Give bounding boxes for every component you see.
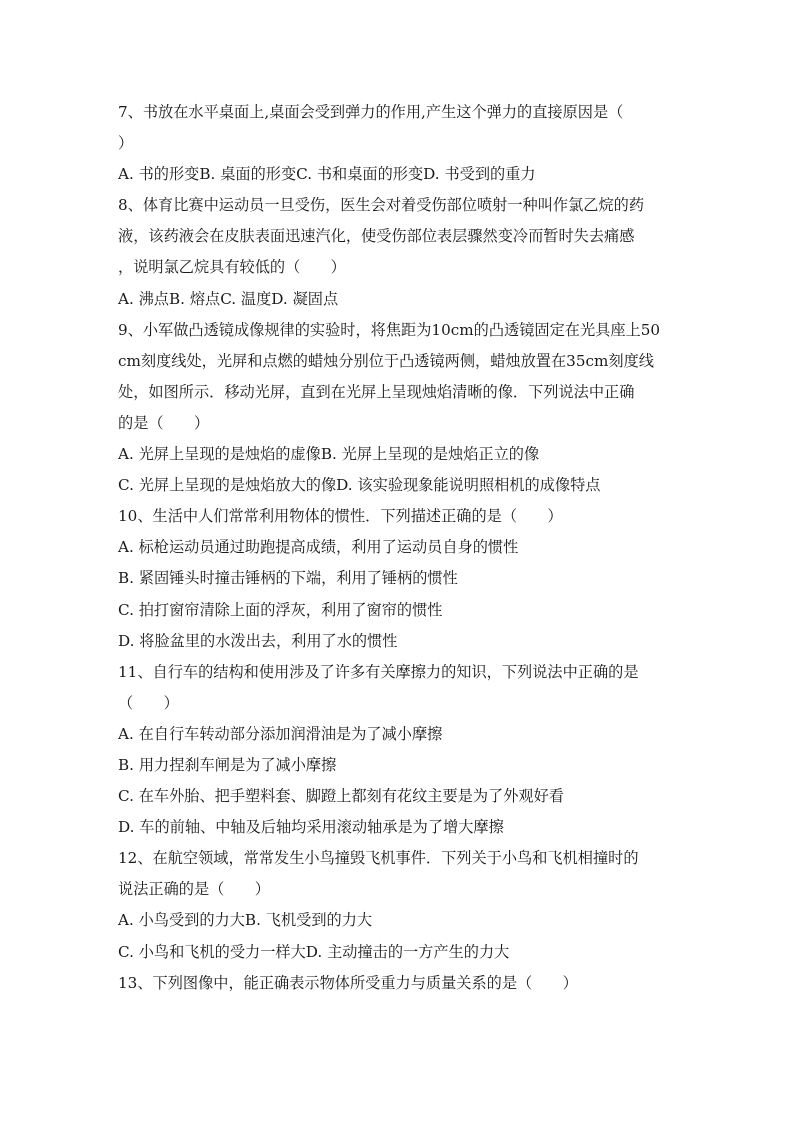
question-9-options-2: C. 光屏上呈现的是烛焰放大的像D. 该实验现象能说明照相机的成像特点 <box>118 476 601 495</box>
question-9-stem-line-2: cm刻度线处，光屏和点燃的蜡烛分别位于凸透镜两侧，蜡烛放置在35cm刻度线 <box>118 351 654 370</box>
question-8-stem-line-1: 8、体育比赛中运动员一旦受伤，医生会对着受伤部位喷射一种叫作氯乙烷的药 <box>118 196 645 215</box>
question-8-stem-line-2: 液，该药液会在皮肤表面迅速汽化，使受伤部位表层骤然变冷而暂时失去痛感 <box>118 227 635 246</box>
question-10-option-a: A. 标枪运动员通过助跑提高成绩，利用了运动员自身的惯性 <box>118 538 519 557</box>
question-11-option-d: D. 车的前轴、中轴及后轴均采用滚动轴承是为了增大摩擦 <box>118 818 504 837</box>
question-8-stem-line-3: ，说明氯乙烷具有较低的（ ） <box>118 258 346 277</box>
question-10 <box>118 501 678 656</box>
question-10-option-c: C. 拍打窗帘清除上面的浮灰，利用了窗帘的惯性 <box>118 600 443 619</box>
question-13 <box>118 968 678 999</box>
question-12 <box>118 843 678 967</box>
question-11-stem-line-1: 11、自行车的结构和使用涉及了许多有关摩擦力的知识，下列说法中正确的是 <box>118 662 639 681</box>
question-7-stem-line-1: 7、书放在水平桌面上,桌面会受到弹力的作用,产生这个弹力的直接原因是（ <box>118 103 624 121</box>
question-13-stem: 13、下列图像中，能正确表示物体所受重力与质量关系的是（ ） <box>118 973 578 992</box>
question-8-options: A. 沸点B. 熔点C. 温度D. 凝固点 <box>118 289 339 308</box>
question-11-option-b: B. 用力捏刹车闸是为了减小摩擦 <box>118 755 337 774</box>
question-10-option-b: B. 紧固锤头时撞击锤柄的下端，利用了锤柄的惯性 <box>118 569 458 588</box>
question-9-stem-line-3: 处，如图所示．移动光屏，直到在光屏上呈现烛焰清晰的像．下列说法中正确 <box>118 382 635 401</box>
question-list <box>118 97 678 999</box>
question-7-options: A. 书的形变B. 桌面的形变C. 书和桌面的形变D. 书受到的重力 <box>118 165 536 184</box>
question-11-stem-line-2: （ ） <box>118 693 179 712</box>
question-9-stem-line-1: 9、小军做凸透镜成像规律的实验时，将焦距为10cm的凸透镜固定在光具座上50 <box>118 320 661 339</box>
question-9-options-1: A. 光屏上呈现的是烛焰的虚像B. 光屏上呈现的是烛焰正立的像 <box>118 445 540 464</box>
question-12-stem-line-1: 12、在航空领域，常常发生小鸟撞毁飞机事件．下列关于小鸟和飞机相撞时的 <box>118 849 639 868</box>
question-11 <box>118 657 678 844</box>
question-12-options-1: A. 小鸟受到的力大B. 飞机受到的力大 <box>118 911 373 930</box>
question-10-option-d: D. 将脸盆里的水泼出去，利用了水的惯性 <box>118 631 398 650</box>
question-10-stem: 10、生活中人们常常利用物体的惯性．下列描述正确的是（ ） <box>118 507 563 526</box>
question-9 <box>118 315 678 502</box>
question-7 <box>118 97 678 190</box>
question-7-stem-line-2: ） <box>118 134 134 153</box>
question-12-options-2: C. 小鸟和飞机的受力一样大D. 主动撞击的一方产生的力大 <box>118 942 510 961</box>
question-11-option-c: C. 在车外胎、把手塑料套、脚蹬上都刻有花纹主要是为了外观好看 <box>118 787 564 806</box>
question-9-stem-line-4: 的是（ ） <box>118 413 210 432</box>
question-11-option-a: A. 在自行车转动部分添加润滑油是为了减小摩擦 <box>118 724 443 743</box>
question-8 <box>118 190 678 314</box>
question-12-stem-line-2: 说法正确的是（ ） <box>118 880 270 899</box>
